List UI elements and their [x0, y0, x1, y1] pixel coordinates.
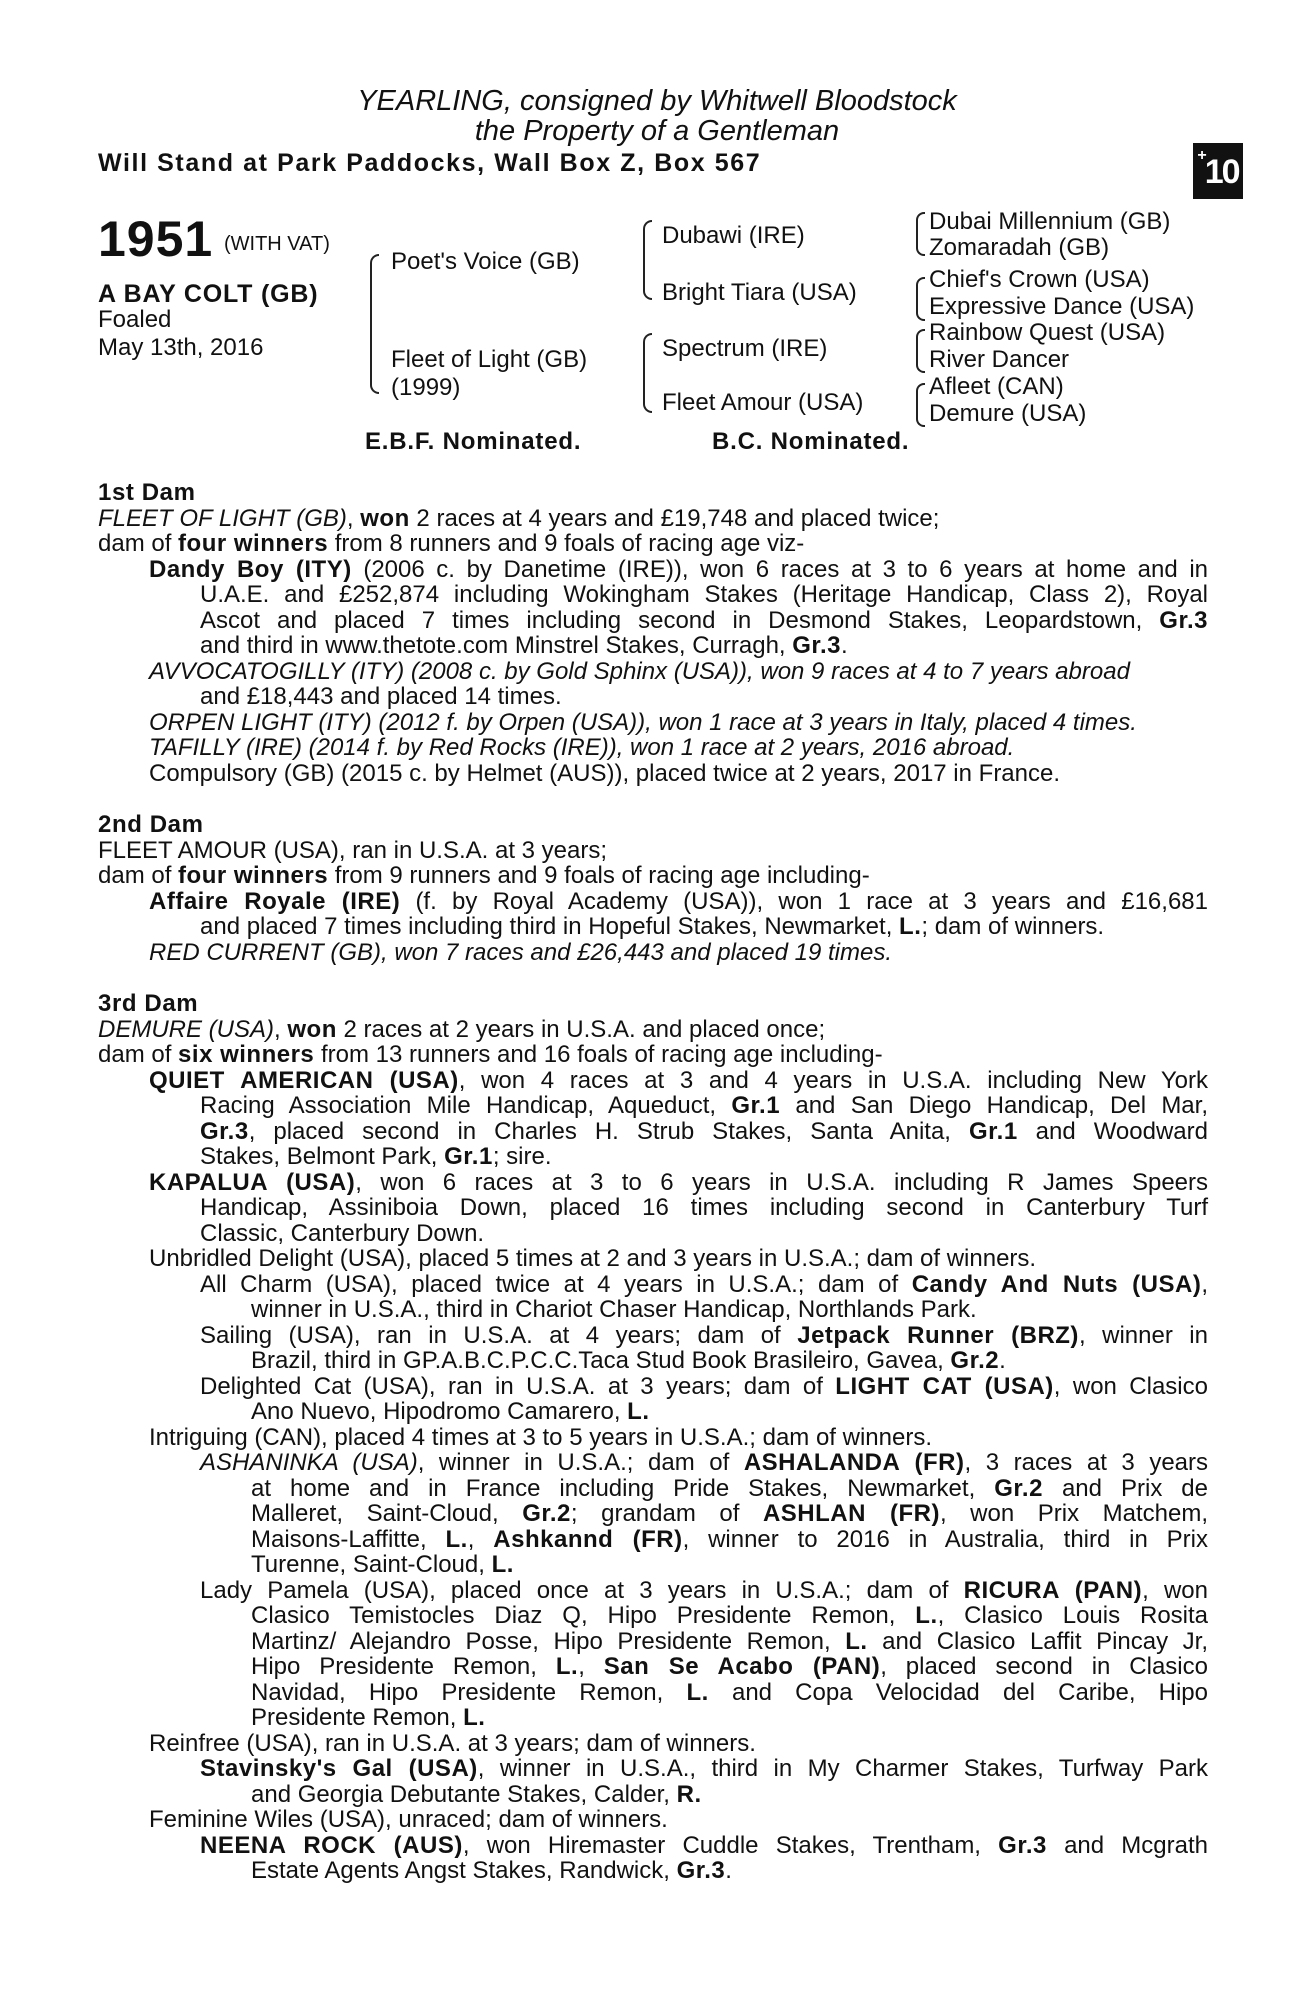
sire: Poet's Voice (GB): [391, 248, 580, 275]
tattersalls-10-logo: +10: [1193, 143, 1243, 199]
third-dam-line: Martinz/ Alejandro Posse, Hipo Presidente Remon, L. and Clasico Laffit Pincay Jr,: [251, 1627, 1209, 1655]
third-dam-line: DEMURE (USA), won 2 races at 2 years in U.S.A. and placed once;: [98, 1015, 826, 1043]
first-dam-line: and £18,443 and placed 14 times.: [200, 683, 562, 710]
third-dam-line: Brazil, third in GP.A.B.C.P.C.C.Taca Stud Book Brasileiro, Gavea, Gr.2.: [251, 1347, 1006, 1374]
third-dam-line: at home and in France including Pride Stakes, Newmarket, Gr.2 and Prix de: [251, 1474, 1209, 1502]
dam-year: (1999): [391, 374, 461, 401]
third-dam-line: Presidente Remon, L.: [251, 1704, 486, 1731]
third-dam-line: Hipo Presidente Remon, L., San Se Acabo (PAN), placed second in Clasico: [251, 1653, 1208, 1680]
produce-record: [98, 480, 1208, 1884]
dam-dam: Fleet Amour (USA): [662, 389, 864, 416]
third-dam-line: dam of six winners from 13 runners and 16 foals of racing age including-: [98, 1041, 883, 1068]
third-dam-line: Maisons-Laffitte, L., Ashkannd (FR), winner to 2016 in Australia, third in Prix: [251, 1525, 1208, 1553]
sire-brace: [643, 220, 652, 300]
third-dam-line: ASHANINKA (USA), winner in U.S.A.; dam of ASHALANDA (FR), 3 races at 3 years: [200, 1449, 1209, 1476]
second-dam-line: Affaire Royale (IRE) (f. by Royal Academy (USA)), won 1 race at 3 years and £16,681: [149, 887, 1208, 915]
first-dam-line: Ascot and placed 7 times including second in Desmond Stakes, Leopardstown, Gr.3: [200, 606, 1208, 634]
dd-brace: [916, 383, 925, 427]
lot-number: 1951: [98, 211, 214, 267]
section-title-third-dam: 3rd Dam: [98, 990, 199, 1017]
sire-dam-brace: [370, 254, 379, 394]
ds-brace: [916, 329, 925, 373]
dam: Fleet of Light (GB): [391, 346, 588, 373]
third-dam-line: Navidad, Hipo Presidente Remon, L. and Copa Velocidad del Caribe, Hipo: [251, 1678, 1209, 1706]
horse-description: A BAY COLT (GB): [98, 280, 319, 308]
first-dam-line: Dandy Boy (ITY) (2006 c. by Danetime (IRE)), won 6 races at 3 to 6 years at home and in: [149, 555, 1208, 583]
dd-sire: Afleet (CAN): [929, 373, 1064, 400]
third-dam-line: QUIET AMERICAN (USA), won 4 races at 3 and 4 years in U.S.A. including New York: [149, 1066, 1209, 1094]
third-dam-line: Clasico Temistocles Diaz Q, Hipo Presidente Remon, L., Clasico Louis Rosita: [251, 1602, 1209, 1629]
third-dam-line: Lady Pamela (USA), placed once at 3 years in U.S.A.; dam of RICURA (PAN), won: [200, 1576, 1208, 1604]
third-dam-line: Reinfree (USA), ran in U.S.A. at 3 years; dam of winners.: [149, 1729, 756, 1757]
ss-dam: Zomaradah (GB): [929, 234, 1110, 261]
dd-dam: Demure (USA): [929, 400, 1087, 427]
third-dam-line: Stavinsky's Gal (USA), winner in U.S.A., third in My Charmer Stakes, Turfway Park: [200, 1755, 1209, 1782]
ss-brace: [916, 212, 925, 256]
sd-sire: Chief's Crown (USA): [929, 266, 1150, 293]
third-dam-line: Intriguing (CAN), placed 4 times at 3 to 5 years in U.S.A.; dam of winners.: [149, 1423, 932, 1451]
header-line-2: the Property of a Gentleman: [474, 115, 840, 147]
ss-sire: Dubai Millennium (GB): [929, 208, 1171, 235]
section-title-second-dam: 2nd Dam: [98, 811, 204, 838]
ebf-nominated: E.B.F. Nominated.: [365, 428, 582, 455]
dam-brace: [643, 333, 652, 413]
third-dam-line: Malleret, Saint-Cloud, Gr.2; grandam of ASHLAN (FR), won Prix Matchem,: [251, 1500, 1208, 1527]
third-dam-line: and Georgia Debutante Stakes, Calder, R.: [251, 1780, 702, 1808]
third-dam-line: Delighted Cat (USA), ran in U.S.A. at 3 years; dam of LIGHT CAT (USA), won Clasico: [200, 1372, 1208, 1400]
first-dam-line: TAFILLY (IRE) (2014 f. by Red Rocks (IRE)), won 1 race at 2 years, 2016 abroad.: [149, 734, 1015, 761]
ds-sire: Rainbow Quest (USA): [929, 319, 1166, 346]
third-dam-line: Stakes, Belmont Park, Gr.1; sire.: [200, 1143, 552, 1170]
foaled-label: Foaled: [98, 306, 172, 333]
sire-sire: Dubawi (IRE): [662, 222, 805, 249]
third-dam-line: Ano Nuevo, Hipodromo Camarero, L.: [251, 1398, 650, 1425]
bc-nominated: B.C. Nominated.: [712, 428, 910, 455]
second-dam-line: RED CURRENT (GB), won 7 races and £26,443 and placed 19 times.: [149, 938, 893, 966]
vat-label: (WITH VAT): [224, 233, 330, 255]
dam-sire: Spectrum (IRE): [662, 335, 828, 362]
first-dam-line: FLEET OF LIGHT (GB), won 2 races at 4 years and £19,748 and placed twice;: [98, 504, 940, 532]
third-dam-line: Sailing (USA), ran in U.S.A. at 4 years; dam of Jetpack Runner (BRZ), winner in: [200, 1321, 1208, 1349]
second-dam-line: dam of four winners from 9 runners and 9 foals of racing age including-: [98, 862, 870, 889]
section-title-first-dam: 1st Dam: [98, 479, 196, 506]
second-dam-line: FLEET AMOUR (USA), ran in U.S.A. at 3 years;: [98, 836, 608, 864]
sd-dam: Expressive Dance (USA): [929, 293, 1195, 320]
first-dam-line: ORPEN LIGHT (ITY) (2012 f. by Orpen (USA)), won 1 race at 3 years in Italy, placed 4 times.: [149, 708, 1137, 736]
third-dam-line: Classic, Canterbury Down.: [200, 1219, 485, 1247]
third-dam-line: Gr.3, placed second in Charles H. Strub Stakes, Santa Anita, Gr.1 and Woodward: [200, 1117, 1208, 1145]
third-dam-line: NEENA ROCK (AUS), won Hiremaster Cuddle Stakes, Trentham, Gr.3 and Mcgrath: [200, 1831, 1208, 1859]
stand-location: Will Stand at Park Paddocks, Wall Box Z, Box 567: [98, 149, 762, 177]
ds-dam: River Dancer: [929, 346, 1070, 373]
sd-brace: [916, 277, 925, 321]
first-dam-line: dam of four winners from 8 runners and 9 foals of racing age viz-: [98, 530, 805, 557]
header-line-1: YEARLING, consigned by Whitwell Bloodstock: [357, 85, 957, 117]
third-dam-line: KAPALUA (USA), won 6 races at 3 to 6 years in U.S.A. including R James Speers: [149, 1168, 1209, 1196]
third-dam-line: Unbridled Delight (USA), placed 5 times at 2 and 3 years in U.S.A.; dam of winners.: [149, 1245, 1037, 1272]
third-dam-line: All Charm (USA), placed twice at 4 years in U.S.A.; dam of Candy And Nuts (USA),: [200, 1270, 1208, 1298]
first-dam-line: U.A.E. and £252,874 including Wokingham Stakes (Heritage Handicap, Class 2), Royal: [200, 581, 1208, 608]
third-dam-line: Feminine Wiles (USA), unraced; dam of winners.: [149, 1806, 668, 1833]
third-dam-line: Estate Agents Angst Stakes, Randwick, Gr.3.: [251, 1857, 732, 1884]
second-dam-line: and placed 7 times including third in Hopeful Stakes, Newmarket, L.; dam of winners.: [200, 913, 1105, 940]
sire-dam: Bright Tiara (USA): [662, 279, 857, 306]
foaled-date: May 13th, 2016: [98, 334, 264, 361]
third-dam-line: Racing Association Mile Handicap, Aqueduct, Gr.1 and San Diego Handicap, Del Mar,: [200, 1092, 1208, 1119]
first-dam-line: and third in www.thetote.com Minstrel Stakes, Curragh, Gr.3.: [200, 632, 848, 659]
first-dam-line: Compulsory (GB) (2015 c. by Helmet (AUS)), placed twice at 2 years, 2017 in France.: [149, 759, 1061, 787]
first-dam-line: AVVOCATOGILLY (ITY) (2008 c. by Gold Sphinx (USA)), won 9 races at 4 to 7 years abroad: [149, 657, 1130, 685]
third-dam-line: Turenne, Saint-Cloud, L.: [251, 1551, 514, 1578]
third-dam-line: winner in U.S.A., third in Chariot Chaser Handicap, Northlands Park.: [251, 1296, 977, 1323]
third-dam-line: Handicap, Assiniboia Down, placed 16 times including second in Canterbury Turf: [200, 1194, 1208, 1221]
